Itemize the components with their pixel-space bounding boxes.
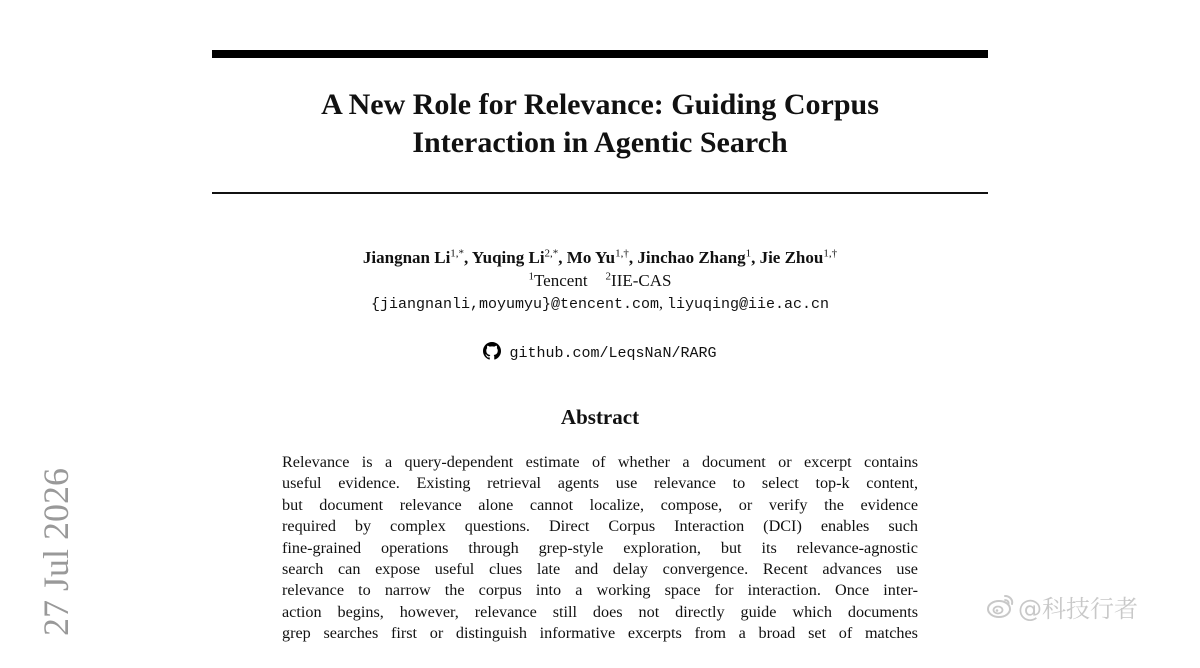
author-marks: 2,*: [544, 247, 559, 260]
affiliation-mark: 2: [605, 270, 612, 283]
author-marks: 1,†: [615, 247, 629, 260]
abstract-line: fine-grained operations through grep-style exploration, but its relevance-agnostic: [282, 538, 918, 557]
author-marks: 1,*: [450, 247, 465, 260]
abstract-line: relevance to narrow the corpus into a working space for interaction. Once inter-: [282, 581, 918, 600]
abstract-line: search can expose useful clues late and delay convergence. Recent advances use: [282, 560, 918, 579]
affiliation-name: Tencent: [533, 271, 588, 290]
abstract-line: useful evidence. Existing retrieval agents use relevance to select top-k content,: [282, 474, 918, 493]
author-name: Yuqing Li: [471, 248, 545, 267]
email-group[interactable]: {jiangnanli,moyumyu}@tencent.com: [370, 296, 659, 313]
abstract-line: but document relevance alone cannot localize, compose, or verify the evidence: [282, 495, 918, 514]
watermark-text: @科技行者: [1018, 594, 1138, 623]
paper-title: [212, 86, 988, 162]
author-marks: 1,†: [823, 247, 838, 260]
weibo-style-logo-icon: [986, 593, 1014, 619]
arxiv-side-date: 27 Jul 2026: [36, 468, 76, 637]
watermark: [986, 589, 1138, 623]
title-line-1: A New Role for Relevance: Guiding Corpus: [321, 88, 879, 121]
github-icon: [483, 342, 501, 367]
email-separator: ,: [659, 295, 667, 312]
abstract-line: action begins, however, relevance still does not directly guide which documents: [282, 602, 918, 621]
abstract-line: grep searches first or distinguish informative excerpts from a broad set of matches: [282, 624, 918, 643]
author-emails: [212, 293, 988, 316]
title-bottom-rule: [212, 192, 988, 194]
email-single[interactable]: liyuqing@iie.ac.cn: [667, 296, 830, 313]
abstract-heading: Abstract: [560, 405, 640, 429]
affiliation-name: IIE-CAS: [611, 271, 672, 290]
affiliation-mark: 1: [528, 270, 534, 283]
author-name: Jie Zhou: [759, 248, 824, 267]
author-name: Jinchao Zhang: [637, 248, 746, 267]
code-repository: [212, 342, 988, 367]
title-line-2: Interaction in Agentic Search: [412, 126, 788, 159]
affiliations: [212, 270, 988, 292]
author-name: Jiangnan Li: [362, 248, 451, 267]
github-link[interactable]: github.com/LeqsNaN/RARG: [509, 345, 717, 362]
title-top-rule: [212, 50, 988, 58]
author-marks: 1: [745, 247, 752, 260]
abstract-line: Relevance is a query-dependent estimate of whether a document or excerpt contains: [282, 453, 918, 471]
abstract-body: [282, 452, 918, 645]
author-list: Jiangnan $Li^{1,*}$, Yuqing $Li^{2,*}$, Mo $Yu^{1,\dagger}$, Jinchao Zhang$^1$, Jie Zhou$^{1,\dagger}$: [362, 247, 838, 267]
author-name: Mo Yu: [566, 248, 616, 267]
abstract-line: required by complex questions. Direct Corpus Interaction (DCI) enables such: [282, 517, 918, 536]
